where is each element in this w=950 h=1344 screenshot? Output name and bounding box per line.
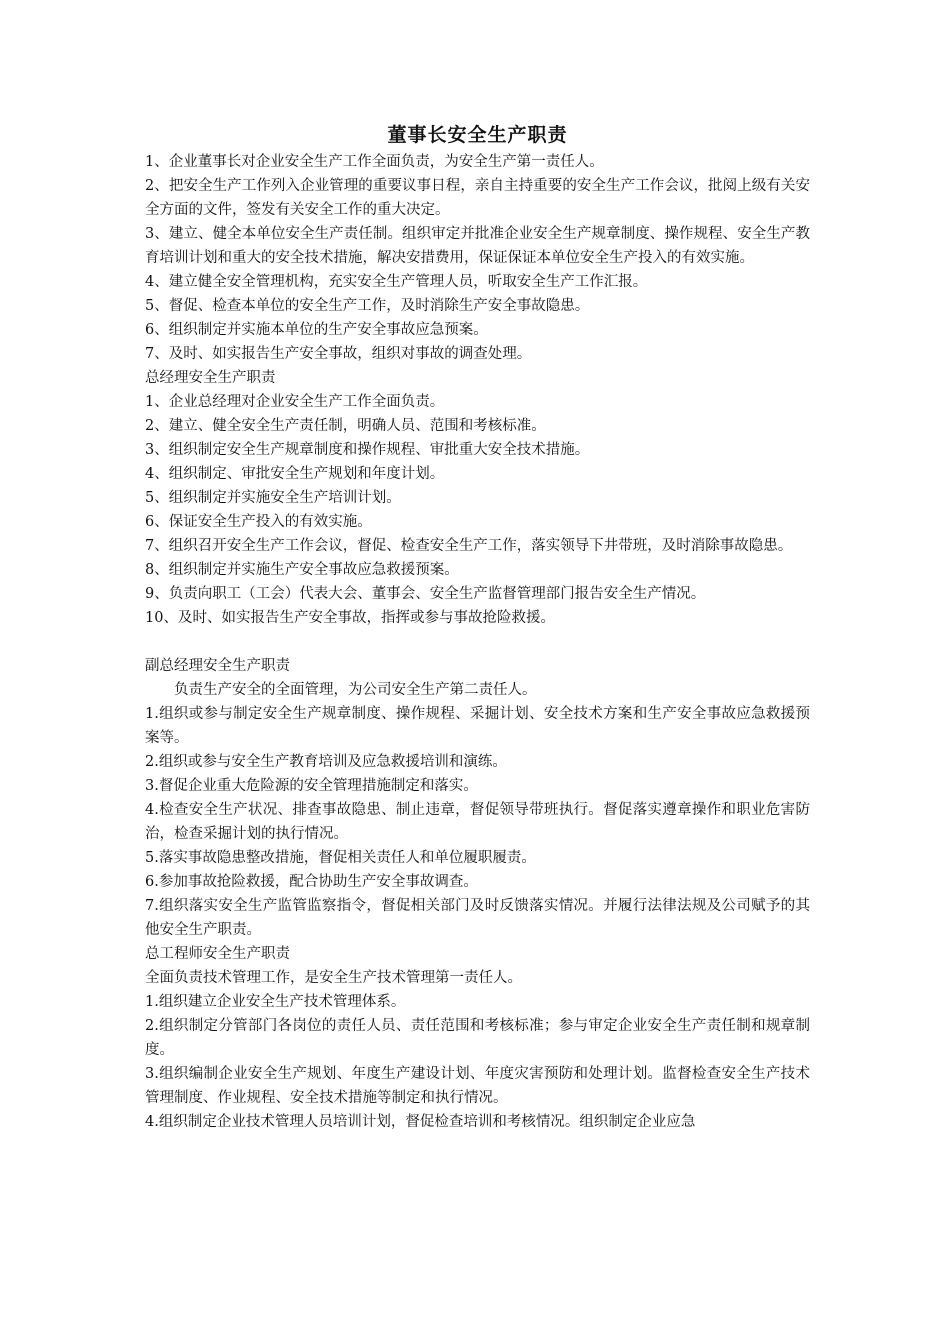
deputy-general-manager-section (145, 654, 810, 942)
chairman-item-4: 4、建立健全安全管理机构，充实安全生产管理人员，听取安全生产工作汇报。 (145, 274, 648, 290)
deputy-general-manager-heading: 副总经理安全生产职责 (145, 658, 290, 674)
general-manager-item-8: 8、组织制定并实施生产安全事故应急救援预案。 (145, 562, 459, 578)
chairman-item-6: 6、组织制定并实施本单位的生产安全事故应急预案。 (145, 322, 488, 338)
section-spacer (145, 630, 810, 654)
chairman-item-7: 7、及时、如实报告生产安全事故，组织对事故的调查处理。 (145, 346, 532, 362)
general-manager-item-9: 9、负责向职工（工会）代表大会、董事会、安全生产监督管理部门报告安全生产情况。 (145, 586, 706, 602)
chief-engineer-item-1: 1.组织建立企业安全生产技术管理体系。 (145, 994, 406, 1010)
chief-engineer-item-2: 2.组织制定分管部门各岗位的责任人员、责任范围和考核标准；参与审定企业安全生产责任制和规章制度。 (145, 1018, 810, 1058)
deputy-general-manager-intro: 负责生产安全的全面管理，为公司安全生产第二责任人。 (174, 682, 537, 698)
general-manager-item-4: 4、组织制定、审批安全生产规划和年度计划。 (145, 466, 445, 482)
chief-engineer-heading: 总工程师安全生产职责 (145, 946, 290, 962)
chief-engineer-section (145, 942, 810, 1134)
deputy-item-7: 7.组织落实安全生产监管监察指令，督促相关部门及时反馈落实情况。并履行法律法规及公司赋予的其他安全生产职责。 (145, 898, 810, 938)
chief-engineer-intro: 全面负责技术管理工作，是安全生产技术管理第一责任人。 (145, 970, 522, 986)
general-manager-item-7: 7、组织召开安全生产工作会议，督促、检查安全生产工作，落实领导下井带班，及时消除事故隐患。 (145, 538, 793, 554)
document-body (145, 120, 810, 1134)
deputy-item-3: 3.督促企业重大危险源的安全管理措施制定和落实。 (145, 778, 478, 794)
general-manager-item-3: 3、组织制定安全生产规章制度和操作规程、审批重大安全技术措施。 (145, 442, 590, 458)
general-manager-item-2: 2、建立、健全安全生产责任制，明确人员、范围和考核标准。 (145, 418, 546, 434)
deputy-item-4: 4.检查安全生产状况、排查事故隐患、制止违章，督促领导带班执行。督促落实遵章操作和职业危害防治，检查采掘计划的执行情况。 (145, 802, 810, 842)
document-title: 董事长安全生产职责 (387, 124, 568, 146)
chairman-item-1: 1、企业董事长对企业安全生产工作全面负责，为安全生产第一责任人。 (145, 154, 604, 170)
deputy-item-1: 1.组织或参与制定安全生产规章制度、操作规程、采掘计划、安全技术方案和生产安全事故应急救援预案等。 (145, 706, 810, 746)
general-manager-item-6: 6、保证安全生产投入的有效实施。 (145, 514, 372, 530)
deputy-item-5: 5.落实事故隐患整改措施，督促相关责任人和单位履职履责。 (145, 850, 536, 866)
deputy-item-6: 6.参加事故抢险救援，配合协助生产安全事故调查。 (145, 874, 478, 890)
general-manager-heading: 总经理安全生产职责 (145, 370, 276, 386)
general-manager-item-10: 10、及时、如实报告生产安全事故，指挥或参与事故抢险救援。 (145, 610, 555, 626)
chairman-section (145, 150, 810, 366)
general-manager-item-5: 5、组织制定并实施安全生产培训计划。 (145, 490, 401, 506)
chief-engineer-item-3: 3.组织编制企业安全生产规划、年度生产建设计划、年度灾害预防和处理计划。监督检查安全生产技术管理制度、作业规程、安全技术措施等制定和执行情况。 (145, 1066, 810, 1106)
general-manager-section (145, 366, 810, 630)
general-manager-item-1: 1、企业总经理对企业安全生产工作全面负责。 (145, 394, 445, 410)
chairman-item-2: 2、把安全生产工作列入企业管理的重要议事日程，亲自主持重要的安全生产工作会议，批阅上级有关安全方面的文件，签发有关安全工作的重大决定。 (145, 178, 810, 218)
chairman-item-3: 3、建立、健全本单位安全生产责任制。组织审定并批准企业安全生产规章制度、操作规程、安全生产教育培训计划和重大的安全技术措施，解决安措费用，保证保证本单位安全生产投入的有效实施。 (145, 226, 810, 266)
chairman-item-5: 5、督促、检查本单位的安全生产工作，及时消除生产安全事故隐患。 (145, 298, 590, 314)
chief-engineer-item-4: 4.组织制定企业技术管理人员培训计划，督促检查培训和考核情况。组织制定企业应急 (145, 1114, 696, 1130)
deputy-item-2: 2.组织或参与安全生产教育培训及应急救援培训和演练。 (145, 754, 507, 770)
